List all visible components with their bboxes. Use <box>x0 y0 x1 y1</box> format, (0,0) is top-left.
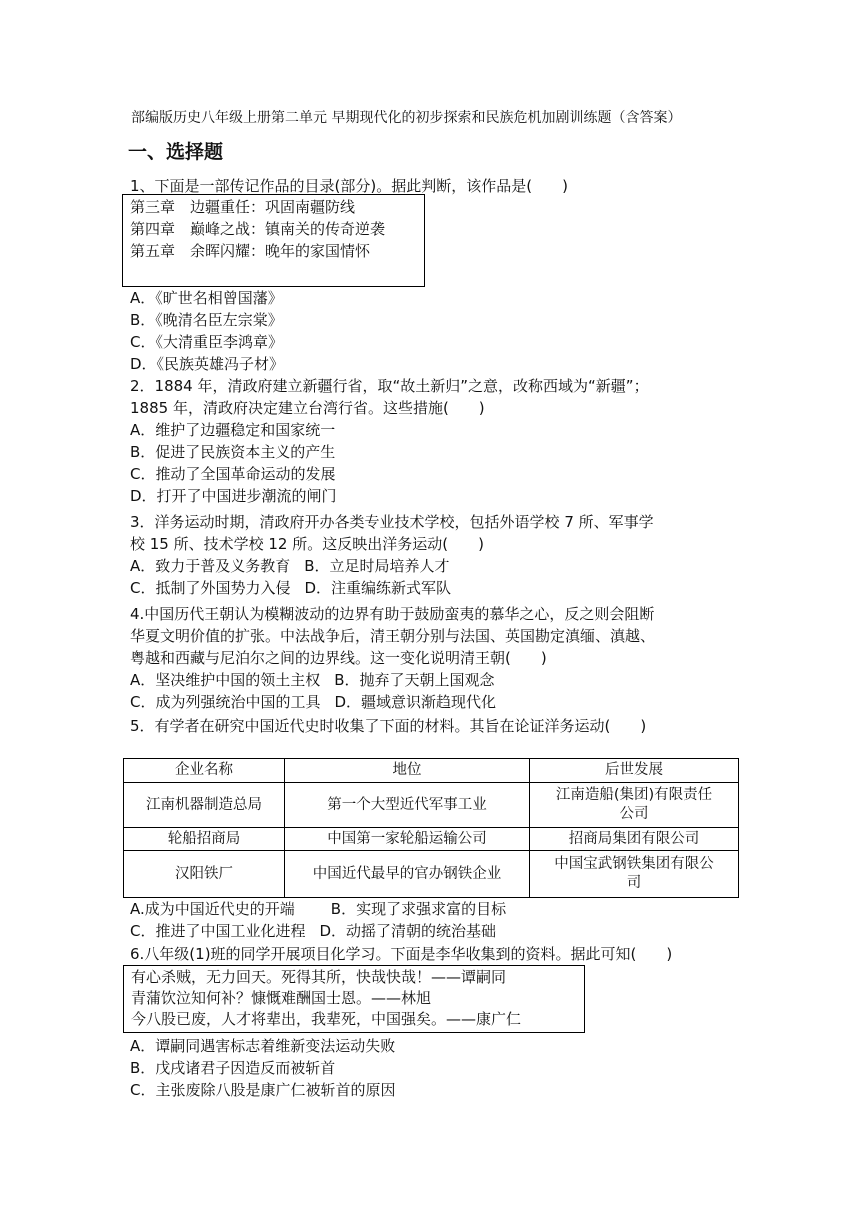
option: B．抛弃了天朝上国观念 <box>334 671 495 689</box>
question-3-stem: 校 15 所、技术学校 12 所。这反映出洋务运动( ) <box>130 535 484 553</box>
question-4-stem: 4.中国历代王朝认为模糊波动的边界有助于鼓励蛮夷的慕华之心，反之则会阻断 <box>130 605 655 623</box>
table-cell: 江南造船(集团)有限责任 公司 <box>530 783 739 828</box>
option: D．《民族英雄冯子材》 <box>130 355 285 373</box>
option-row <box>130 899 506 919</box>
option: B．《晚清名臣左宗棠》 <box>130 311 283 329</box>
table-row <box>124 851 739 898</box>
section-title: 一、选择题 <box>128 141 224 163</box>
contents-line: 第三章 边疆重任：巩固南疆防线 <box>130 198 356 216</box>
option: A．致力于普及义务教育 <box>130 557 291 575</box>
contents-line: 第五章 余晖闪耀：晚年的家国情怀 <box>130 242 371 260</box>
quote-line: 有心杀贼，无力回天。死得其所，快哉快哉！——谭嗣同 <box>131 968 507 986</box>
option: B．戊戌诸君子因造反而被斩首 <box>130 1059 336 1077</box>
table-cell: 汉阳铁厂 <box>124 851 285 898</box>
quote-line: 今八股已废，人才将辈出，我辈死，中国强矣。——康广仁 <box>131 1010 522 1028</box>
question-3-stem: 3．洋务运动时期，清政府开办各类专业技术学校，包括外语学校 7 所、军事学 <box>130 513 654 531</box>
option: C．推进了中国工业化进程 <box>130 922 306 940</box>
table-header: 后世发展 <box>530 759 739 783</box>
option: D．打开了中国进步潮流的闸门 <box>130 487 337 505</box>
table-header: 地位 <box>285 759 530 783</box>
option-row <box>130 921 496 941</box>
question-2-stem: 2．1884 年，清政府建立新疆行省，取“故土新归”之意，改称西域为“新疆”； <box>130 377 649 395</box>
option-row <box>130 692 496 712</box>
question-6-stem: 6.八年级(1)班的同学开展项目化学习。下面是李华收集到的资料。据此可知( ) <box>130 945 673 963</box>
option-row <box>130 670 495 690</box>
enterprise-table <box>123 758 739 898</box>
question-4-stem: 粤越和西藏与尼泊尔之间的边界线。这一变化说明清王朝( ) <box>130 649 547 667</box>
question-5-stem: 5．有学者在研究中国近代史时收集了下面的材料。其旨在论证洋务运动( ) <box>130 717 647 735</box>
table-row <box>124 783 739 828</box>
option: C．主张废除八股是康广仁被斩首的原因 <box>130 1081 396 1099</box>
option: A.成为中国近代史的开端 <box>130 900 295 918</box>
table-row <box>124 828 739 851</box>
option: B．促进了民族资本主义的产生 <box>130 443 336 461</box>
table-cell: 招商局集团有限公司 <box>530 828 739 851</box>
option-row <box>130 556 450 576</box>
question-1-contents-box <box>122 194 425 287</box>
table-cell: 中国第一家轮船运输公司 <box>285 828 530 851</box>
option: C．成为列强统治中国的工具 <box>130 693 321 711</box>
table-cell: 江南机器制造总局 <box>124 783 285 828</box>
table-cell: 中国近代最早的官办钢铁企业 <box>285 851 530 898</box>
table-cell: 中国宝武钢铁集团有限公 司 <box>530 851 739 898</box>
option: D．动摇了清朝的统治基础 <box>319 922 497 940</box>
option: C．《大清重臣李鸿章》 <box>130 333 283 351</box>
option: A．坚决维护中国的领土主权 <box>130 671 321 689</box>
question-2-stem: 1885 年，清政府决定建立台湾行省。这些措施( ) <box>130 399 485 417</box>
table-header: 企业名称 <box>124 759 285 783</box>
option: A．谭嗣同遇害标志着维新变法运动失败 <box>130 1037 396 1055</box>
option: B．实现了求强求富的目标 <box>330 900 507 918</box>
question-1-stem: 1、下面是一部传记作品的目录(部分)。据此判断，该作品是( ) <box>130 177 568 195</box>
option: D．注重编练新式军队 <box>304 579 452 597</box>
option: A．维护了边疆稳定和国家统一 <box>130 421 336 439</box>
document-title: 部编版历史八年级上册第二单元 早期现代化的初步探索和民族危机加剧训练题（含答案） <box>131 110 682 126</box>
option-row <box>130 578 451 598</box>
table-cell: 轮船招商局 <box>124 828 285 851</box>
table-header-row <box>124 759 739 783</box>
contents-line: 第四章 巅峰之战：镇南关的传奇逆袭 <box>130 220 386 238</box>
option: C．推动了全国革命运动的发展 <box>130 465 336 483</box>
option: B．立足时局培养人才 <box>304 557 450 575</box>
question-6-quotes-box <box>123 965 585 1033</box>
question-4-stem: 华夏文明价值的扩张。中法战争后，清王朝分别与法国、英国勘定滇缅、滇越、 <box>130 627 656 645</box>
option: C．抵制了外国势力入侵 <box>130 579 291 597</box>
table-cell: 第一个大型近代军事工业 <box>285 783 530 828</box>
option: A．《旷世名相曾国藩》 <box>130 289 283 307</box>
quote-line: 青蒲饮泣知何补？慷慨难酬国士恩。——林旭 <box>131 989 432 1007</box>
option: D．疆域意识渐趋现代化 <box>334 693 497 711</box>
